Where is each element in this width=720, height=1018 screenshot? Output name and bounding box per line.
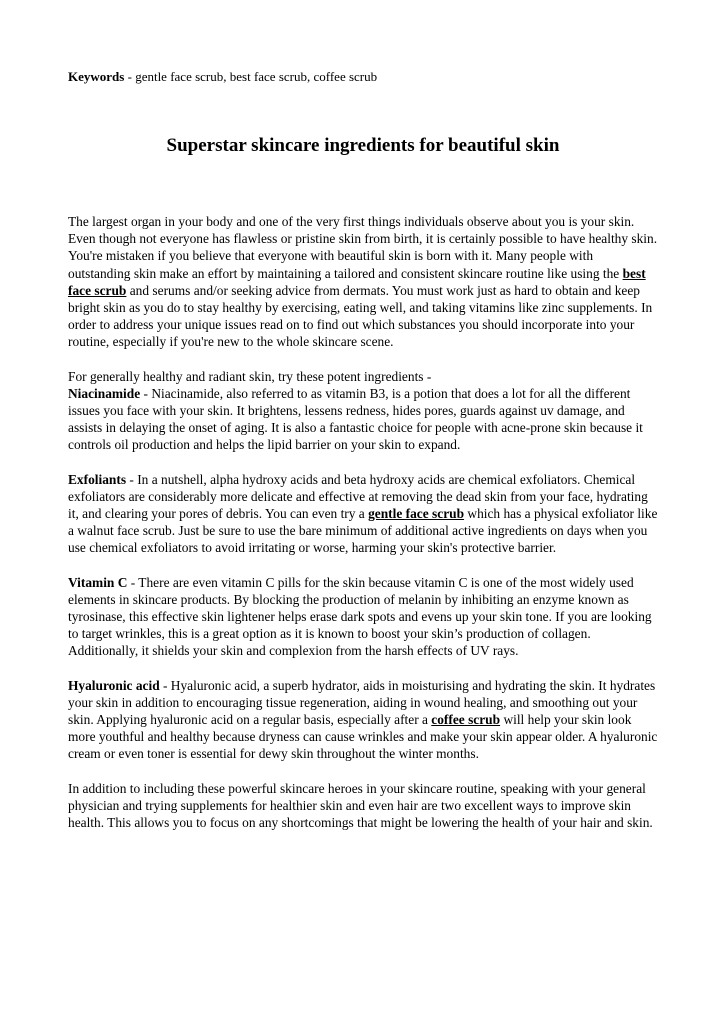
exfoliants-heading: Exfoliants xyxy=(68,471,127,487)
hyaluronic-heading: Hyaluronic acid xyxy=(68,677,160,693)
ingredients-intro: For generally healthy and radiant skin, try these potent ingredients - xyxy=(68,368,432,384)
vitamin-c-text: - There are even vitamin C pills for the skin because vitamin C is one of the most widely used elements in skincare products. By blocking the production of melanin by inhibiting an enzyme known as tyrosinase, this effective skin lightener helps erase dark spots and evens up your skin tone. If you are looking to target wrinkles, this is a great option as it is known to boost your skin’s production of collagen. Additionally, it shields your skin and complexion from the harsh effects of UV rays. xyxy=(68,574,652,659)
vitamin-c-paragraph xyxy=(68,574,658,660)
best-face-scrub-link[interactable]: best face scrub xyxy=(68,265,646,298)
exfoliants-paragraph xyxy=(68,471,658,557)
niacinamide-heading: Niacinamide xyxy=(68,385,141,401)
document-page xyxy=(68,68,658,831)
coffee-scrub-link[interactable]: coffee scrub xyxy=(431,712,501,728)
keywords-separator: - xyxy=(124,69,136,84)
intro-text-before: The largest organ in your body and one of the very first things individuals observe about you is your skin. Even though not everyone has flawless or pristine skin from birth, it is certainly possible to have healthy skin. You're mistaken if you believe that everyone with beautiful skin is born with it. Many people with outstanding skin make an effort by maintaining a tailored and consistent skincare routine like using the xyxy=(68,214,658,281)
gentle-face-scrub-link[interactable]: gentle face scrub xyxy=(368,506,465,522)
hyaluronic-text-before: - Hyaluronic acid, a superb hydrator, aids in moisturising and hydrating the skin. It hydrates your skin in addition to encouraging tissue regeneration, aiding in wound healing, and smoothing out your skin. Applying hyaluronic acid on a regular basis, especially after a xyxy=(68,677,656,728)
keywords-value: gentle face scrub, best face scrub, coffee scrub xyxy=(135,69,378,84)
page-title: Superstar skincare ingredients for beautiful skin xyxy=(166,135,560,156)
vitamin-c-heading: Vitamin C xyxy=(68,574,128,590)
intro-text-after: and serums and/or seeking advice from dermats. You must work just as hard to obtain and keep bright skin as you do to stay healthy by exercising, eating well, and taking vitamins like zinc supplements. In order to address your unique issues read on to find out which substances you should incorporate into your routine, especially if you're new to the whole skincare scene. xyxy=(68,282,653,350)
conclusion-paragraph: In addition to including these powerful skincare heroes in your skincare routine, speaking with your general physician and trying supplements for healthier skin and even hair are two excellent ways to improve skin health. This allows you to focus on any shortcomings that might be lowering the health of your hair and skin. xyxy=(68,780,653,831)
intro-paragraph xyxy=(68,213,658,351)
exfoliants-text-after: which has a physical exfoliator like a walnut face scrub. Just be sure to use the bare minimum of additional active ingredients on days when you use chemical exfoliators to avoid irritating or worse, harming your skin's protective barrier. xyxy=(68,506,658,556)
keywords-label: Keywords xyxy=(68,69,125,84)
niacinamide-paragraph xyxy=(68,385,658,454)
hyaluronic-paragraph xyxy=(68,677,658,763)
exfoliants-text-before: - In a nutshell, alpha hydroxy acids and beta hydroxy acids are chemical exfoliators. Chemical exfoliators are considerably more delicate and effective at removing the dead skin from your face, hydrating it, and clearing your pores of debris. You can even try a xyxy=(68,471,648,522)
keywords-line xyxy=(68,68,658,85)
hyaluronic-text-after: will help your skin look more youthful and healthy because dryness can cause wrinkles and make your skin appear older. A hyaluronic cream or even toner is essential for dewy skin throughout the winter months. xyxy=(68,712,658,762)
niacinamide-text: - Niacinamide, also referred to as vitamin B3, is a potion that does a lot for all the different issues you face with your skin. It brightens, lessens redness, hides pores, guards against uv damage, and assists in delaying the onset of aging. It is also a fantastic choice for people with acne-prone skin because it controls oil production and helps the lipid barrier on your skin to expand. xyxy=(68,385,643,453)
